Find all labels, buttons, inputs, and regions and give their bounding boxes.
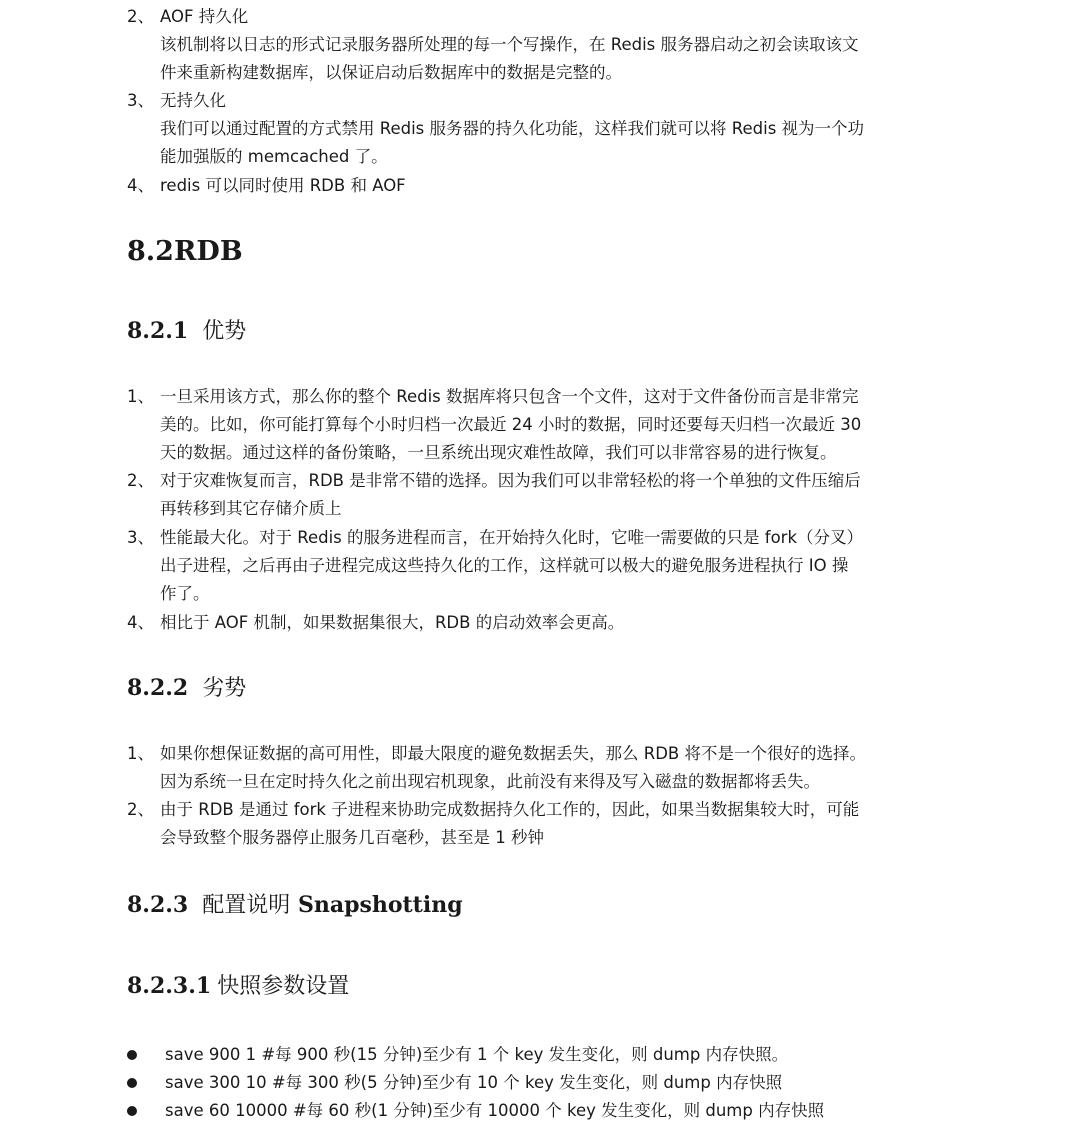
list-item-text: 件来重新构建数据库，以保证启动后数据库中的数据是完整的。 <box>160 63 622 82</box>
bullet-item <box>127 1069 957 1097</box>
bullet-item <box>127 1097 957 1125</box>
section-heading-8-2: 8.2RDB <box>127 236 243 267</box>
list-item-text: 再转移到其它存储介质上 <box>160 499 342 518</box>
list-item-text: 对于灾难恢复而言，RDB 是非常不错的选择。因为我们可以非常轻松的将一个单独的文件压缩后 <box>160 471 861 490</box>
section-number: 8.2.2 <box>127 675 189 701</box>
list-item <box>127 467 957 523</box>
list-number: 1、 <box>127 744 154 763</box>
section-number: 8.2.3.1 <box>127 973 212 999</box>
bullet-icon <box>127 1078 137 1088</box>
section-title: 配置说明 <box>202 893 291 918</box>
section-title: 快照参数设置 <box>217 974 350 999</box>
list-item-text: 能加强版的 memcached 了。 <box>160 147 388 166</box>
list-item-heading: AOF 持久化 <box>160 7 249 26</box>
list-item-text: 性能最大化。对于 Redis 的服务进程而言，在开始持久化时，它唯一需要做的只是 fork（分叉） <box>160 528 864 547</box>
list-item <box>127 740 957 796</box>
list-item-heading: 无持久化 <box>160 91 226 110</box>
list-item <box>127 87 957 171</box>
list-number: 4、 <box>127 613 154 632</box>
list-item-text: 美的。比如，你可能打算每个小时归档一次最近 24 小时的数据，同时还要每天归档一次最近 30 <box>160 415 862 434</box>
list-item <box>127 172 957 200</box>
section-heading-8-2-3-1 <box>127 971 349 1002</box>
section-title: 优势 <box>202 319 247 344</box>
list-item <box>127 524 957 608</box>
list-number: 3、 <box>127 528 154 547</box>
list-number: 3、 <box>127 91 154 110</box>
list-item-text: redis 可以同时使用 RDB 和 AOF <box>160 176 406 195</box>
bullet-item <box>127 1041 957 1069</box>
list-item <box>127 383 957 467</box>
list-item-text: 因为系统一旦在定时持久化之前出现宕机现象，此前没有来得及写入磁盘的数据都将丢失。 <box>160 772 820 791</box>
section-heading-8-2-3 <box>127 890 463 921</box>
list-item-text: 天的数据。通过这样的备份策略，一旦系统出现灾难性故障，我们可以非常容易的进行恢复。 <box>160 443 837 462</box>
list-item-text: 出子进程，之后再由子进程完成这些持久化的工作，这样就可以极大的避免服务进程执行 IO 操 <box>160 556 849 575</box>
list-item <box>127 609 957 637</box>
bullet-text: save 60 10000 #每 60 秒(1 分钟)至少有 10000 个 key 发生变化，则 dump 内存快照 <box>165 1101 825 1120</box>
list-number: 4、 <box>127 176 154 195</box>
list-item-text: 相比于 AOF 机制，如果数据集很大，RDB 的启动效率会更高。 <box>160 613 625 632</box>
section-heading-8-2-2 <box>127 673 246 704</box>
list-item <box>127 3 957 87</box>
list-number: 2、 <box>127 7 154 26</box>
list-item-text: 会导致整个服务器停止服务几百毫秒，甚至是 1 秒钟 <box>160 828 544 847</box>
bullet-icon <box>127 1106 137 1116</box>
section-title: 劣势 <box>202 676 247 701</box>
section-number: 8.2.1 <box>127 318 189 344</box>
list-number: 2、 <box>127 471 154 490</box>
section-title-latin: Snapshotting <box>297 892 463 918</box>
list-item-text: 一旦采用该方式，那么你的整个 Redis 数据库将只包含一个文件，这对于文件备份而言是非常完 <box>160 387 859 406</box>
list-item-text: 由于 RDB 是通过 fork 子进程来协助完成数据持久化工作的，因此，如果当数据集较大时，可能 <box>160 800 860 819</box>
list-item-text: 该机制将以日志的形式记录服务器所处理的每一个写操作，在 Redis 服务器启动之初会读取该文 <box>160 35 859 54</box>
list-item <box>127 796 957 852</box>
section-heading-8-2-1 <box>127 316 246 347</box>
bullet-text: save 300 10 #每 300 秒(5 分钟)至少有 10 个 key 发生变化，则 dump 内存快照 <box>165 1073 783 1092</box>
section-number: 8.2.3 <box>127 892 189 918</box>
list-item-text: 如果你想保证数据的高可用性，即最大限度的避免数据丢失，那么 RDB 将不是一个很好的选择。 <box>160 744 866 763</box>
list-item-text: 作了。 <box>160 584 210 603</box>
bullet-text: save 900 1 #每 900 秒(15 分钟)至少有 1 个 key 发生变化，则 dump 内存快照。 <box>165 1045 789 1064</box>
bullet-icon <box>127 1050 137 1060</box>
list-item-text: 我们可以通过配置的方式禁用 Redis 服务器的持久化功能，这样我们就可以将 Redis 视为一个功 <box>160 119 865 138</box>
list-number: 1、 <box>127 387 154 406</box>
list-number: 2、 <box>127 800 154 819</box>
